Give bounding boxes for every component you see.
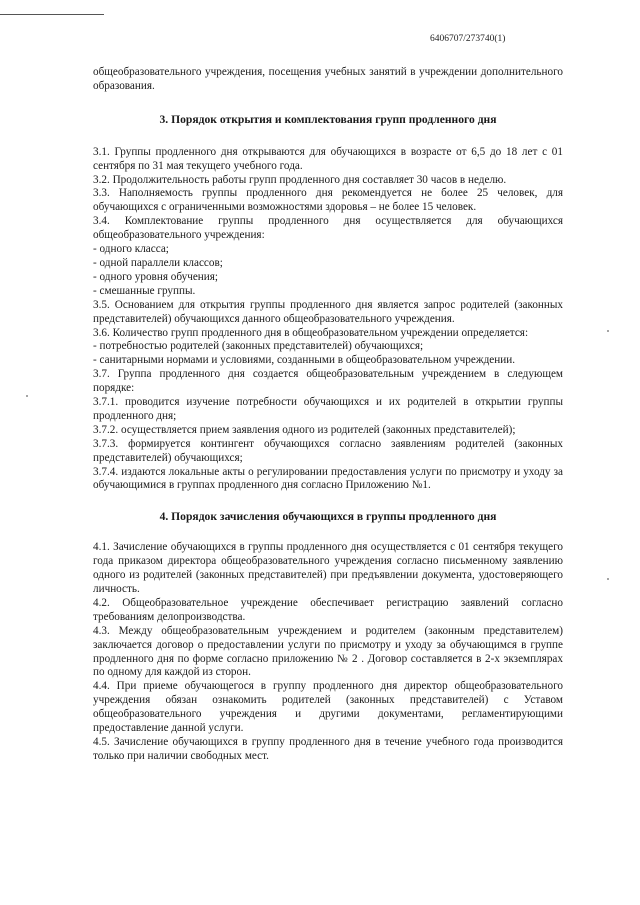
section-3-paragraph: 3.7.2. осуществляется прием заявления одного из родителей (законных представителей);: [93, 423, 516, 436]
document-id: 6406707/273740(1): [430, 34, 506, 44]
section-3-paragraph: - одной параллели классов;: [93, 256, 223, 269]
section-4-paragraph: 4.1. Зачисление обучающихся в группы продленного дня осуществляется с 01 сентября текущего года приказом директора общеобразовательного учреждения согласно письменному заявлению одного из родителей (законных представителей) при предъявлении документа, удостоверяющего личность.: [93, 541, 563, 595]
document-body: [93, 66, 563, 764]
section-3-paragraph: 3.4. Комплектование группы продленного дня осуществляется для обучающихся общеобразовательного учреждения:: [93, 215, 563, 242]
section-4-paragraph: 4.5. Зачисление обучающихся в группу продленного дня в течение учебного года производится только при наличии свободных мест.: [93, 735, 563, 762]
section-3-body: [93, 146, 563, 494]
scan-speck: [607, 578, 609, 580]
section-3-paragraph: 3.7.4. издаются локальные акты о регулировании предоставления услуги по присмотру и уходу за обучающимися в группах продленного дня согласно Приложению №1.: [93, 465, 563, 492]
section-3-paragraph: - одного уровня обучения;: [93, 270, 219, 283]
section-3-paragraph: 3.2. Продолжительность работы групп продленного дня составляет 30 часов в неделю.: [93, 173, 507, 186]
section-4-paragraph: 4.3. Между общеобразовательным учреждением и родителем (законным представителем) заключается договор о предоставлении услуги по присмотру и уходу за обучающимся в группе продленного дня по форме согласно приложению № 2 . Договор составляется в 2-х экземплярах по одному для каждой из сторон.: [93, 624, 563, 679]
intro-block: [93, 66, 563, 94]
section-3-paragraph: 3.3. Наполняемость группы продленного дня рекомендуется не более 25 человек, для обучающихся с ограниченными возможностями здоровья – не более 15 человек.: [93, 187, 563, 214]
section-3-paragraph: - одного класса;: [93, 243, 169, 256]
section-4-body: [93, 541, 563, 764]
section-3-paragraph: 3.7.3. формируется контингент обучающихся согласно заявлениям родителей (законных представителей) обучающихся;: [93, 437, 563, 464]
section-3-paragraph: 3.6. Количество групп продленного дня в общеобразовательном учреждении определяется:: [93, 326, 529, 339]
section-3-paragraph: 3.1. Группы продленного дня открываются для обучающихся в возрасте от 6,5 до 18 лет с 01 сентября по 31 мая текущего учебного года.: [93, 145, 563, 172]
section-3-paragraph: 3.7.1. проводится изучение потребности обучающихся и их родителей в открытии группы продленного дня;: [93, 396, 563, 422]
top-scan-rule: [0, 14, 104, 15]
section-4-paragraph: 4.4. При приеме обучающегося в группу продленного дня директор общеобразовательного учреждения обязан ознакомить родителей (законных представителей) с Уставом общеобразовательного учреждения и другими документами, регламентирующими предоставление данной услуги.: [93, 680, 563, 735]
scan-speck: [26, 395, 28, 397]
section-3-paragraph: 3.7. Группа продленного дня создается общеобразовательным учреждением в следующем порядке:: [93, 368, 563, 395]
section-3-title: 3. Порядок открытия и комплектования групп продленного дня: [159, 112, 497, 126]
section-4-paragraph: 4.2. Общеобразовательное учреждение обеспечивает регистрацию заявлений согласно требованиям делопроизводства.: [93, 596, 563, 623]
section-4-title: 4. Порядок зачисления обучающихся в группы продленного дня: [159, 510, 497, 524]
section-3-paragraph: - смешанные группы.: [93, 284, 196, 297]
section-3-paragraph: - санитарными нормами и условиями, созданными в общеобразовательном учреждении.: [93, 354, 515, 367]
scan-speck: [607, 330, 609, 332]
section-3-paragraph: - потребностью родителей (законных представителей) обучающихся;: [93, 340, 424, 353]
intro-paragraph: общеобразовательного учреждения, посещения учебных занятий в учреждении дополнительного образования.: [93, 66, 563, 92]
section-3-paragraph: 3.5. Основанием для открытия группы продленного дня является запрос родителей (законных представителей) обучающихся данного общеобразовательного учреждения.: [93, 298, 563, 325]
